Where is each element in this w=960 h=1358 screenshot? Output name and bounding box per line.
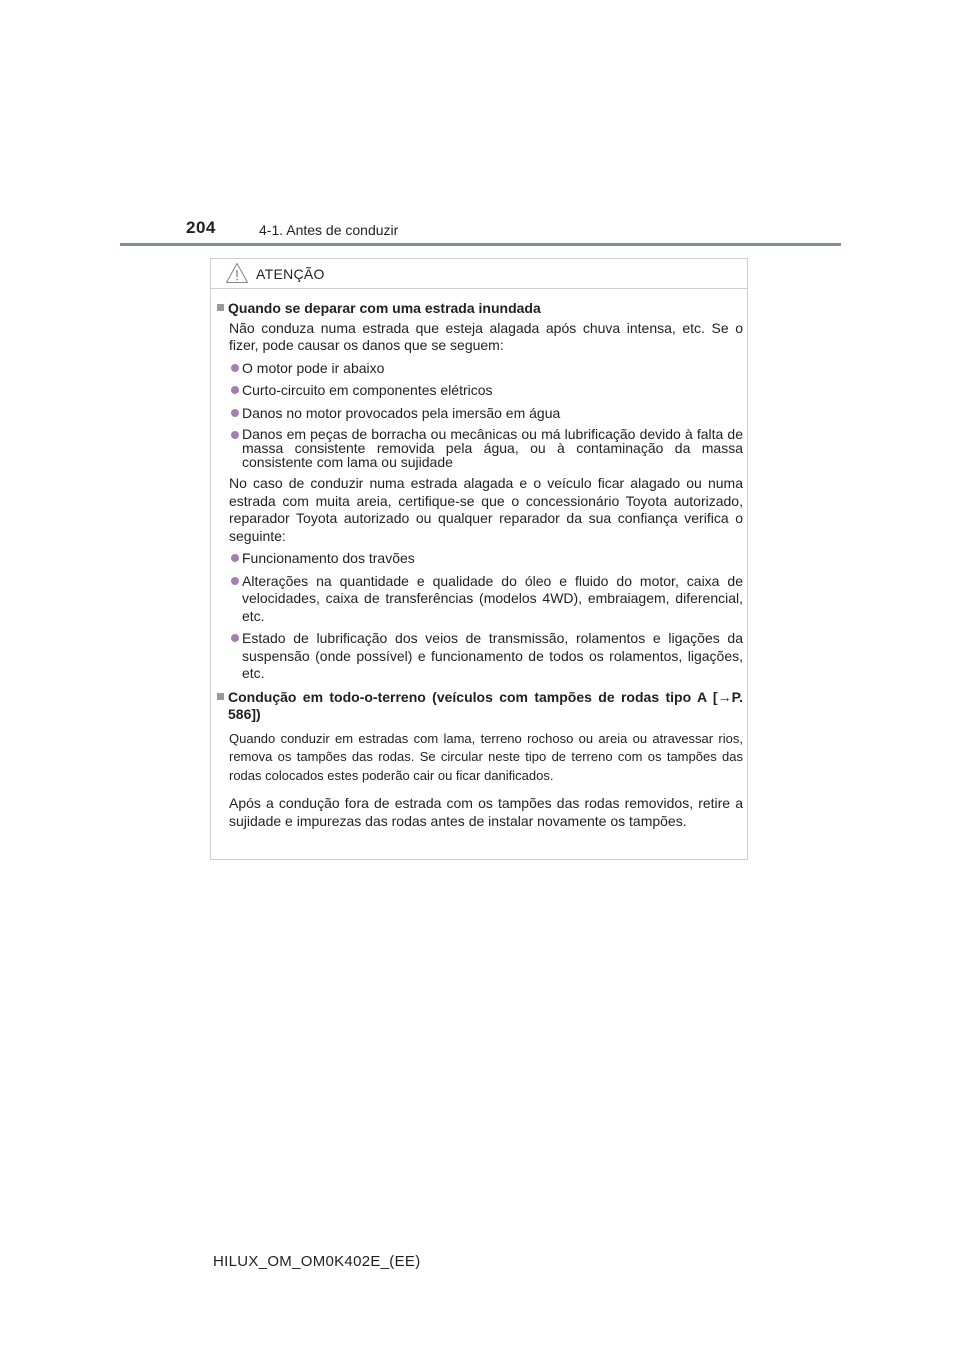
- paragraph-off-road-2: Após a condução fora de estrada com os tampões das rodas removidos, retire a sujidade e impurezas das rodas antes de instalar novamente os tampões.: [229, 795, 743, 829]
- warning-triangle-icon: [225, 262, 249, 284]
- list-item: [217, 405, 743, 423]
- footer-document-code: HILUX_OM_OM0K402E_(EE): [213, 1253, 421, 1270]
- list-item-text: Estado de lubrificação dos veios de transmissão, rolamentos e ligações da suspensão (onde possível) e funcionamento de todos os rolamentos, ligações, etc.: [242, 630, 743, 681]
- bullet-dot-icon: [231, 634, 239, 642]
- list-item-text: Danos no motor provocados pela imersão em água: [242, 404, 561, 421]
- list-item: [217, 382, 743, 400]
- paragraph-intro: Não conduza numa estrada que esteja alagada após chuva intensa, etc. Se o fizer, pode causar os danos que se seguem:: [229, 319, 743, 353]
- warning-title: ATENÇÃO: [256, 266, 325, 282]
- list-item: [217, 360, 743, 378]
- bullet-dot-icon: [231, 431, 239, 439]
- page-number: 204: [186, 218, 216, 237]
- bullet-dot-icon: [231, 409, 239, 417]
- list-item: [217, 550, 743, 568]
- header-rule: [120, 243, 841, 246]
- warning-box: [210, 258, 748, 860]
- list-item-text: O motor pode ir abaixo: [242, 359, 385, 376]
- list-item: [217, 427, 743, 469]
- heading-text: Condução em todo-o-terreno (veículos com tampões de rodas tipo A [→P. 586]): [228, 688, 743, 722]
- section-title: 4-1. Antes de conduzir: [259, 222, 399, 238]
- list-item-text: Danos em peças de borracha ou mecânicas ou má lubrificação devido à falta de massa consistente removida pela água, ou à contaminação da massa consistente com lama ou sujidade: [242, 426, 743, 470]
- heading-square-icon: [217, 304, 224, 311]
- bullet-dot-icon: [231, 554, 239, 562]
- list-item: [217, 573, 743, 626]
- list-item-text: Curto-circuito em componentes elétricos: [242, 382, 493, 398]
- paragraph-inspection: No caso de conduzir numa estrada alagada e o veículo ficar alagado ou numa estrada com muita areia, certifique-se que o concessionário Toyota autorizado, reparador Toyota autorizado ou qualquer reparador da sua confiança verifica o seguinte:: [229, 475, 743, 544]
- list-item-text: Funcionamento dos travões: [242, 550, 415, 566]
- heading-text: Quando se deparar com uma estrada inundada: [228, 300, 541, 316]
- paragraph-off-road-1: Quando conduzir em estradas com lama, terreno rochoso ou areia ou atravessar rios, remova os tampões das rodas. Se circular neste tipo de terreno com os tampões das rodas colocados estes poderão cair ou ficar danificados.: [229, 730, 743, 783]
- heading-square-icon: [217, 693, 224, 700]
- bullet-dot-icon: [231, 386, 239, 394]
- list-item-text: Alterações na quantidade e qualidade do óleo e fluido do motor, caixa de velocidades, caixa de transferências (modelos 4WD), embraiagem, diferencial, etc.: [242, 572, 743, 624]
- bullet-dot-icon: [231, 364, 239, 372]
- list-item: [217, 630, 743, 683]
- section-heading-flooded-road: [217, 300, 743, 318]
- warning-header: [211, 259, 747, 289]
- section-heading-off-road: [217, 689, 743, 724]
- warning-content: [217, 300, 743, 830]
- bullet-dot-icon: [231, 577, 239, 585]
